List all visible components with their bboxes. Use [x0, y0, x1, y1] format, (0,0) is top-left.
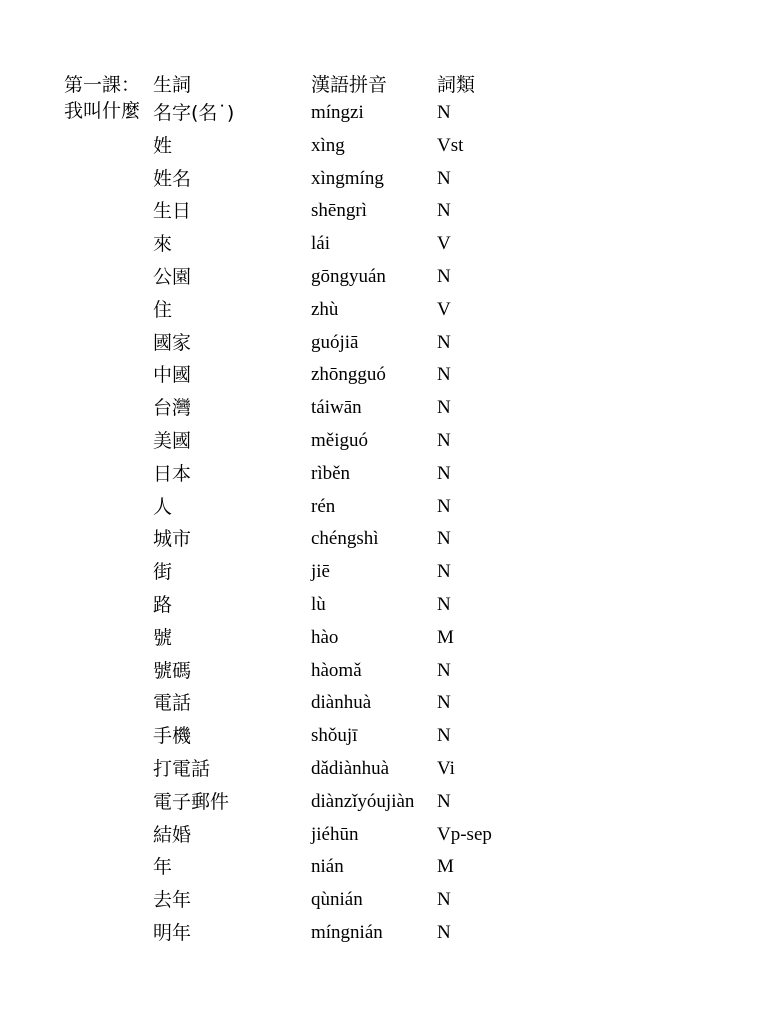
vocab-word: 電話: [153, 692, 192, 715]
vocab-word: 路: [153, 593, 173, 616]
vocab-part-of-speech: N: [437, 528, 451, 550]
vocab-part-of-speech: N: [437, 397, 451, 419]
vocab-pinyin: qùnián: [311, 889, 363, 911]
vocab-row: [0, 295, 768, 328]
vocab-pinyin: diànzǐyóujiàn: [311, 790, 415, 812]
vocab-part-of-speech: V: [437, 233, 451, 255]
vocab-word: 城市: [153, 528, 192, 551]
vocab-row: [0, 196, 768, 229]
vocab-pinyin: hào: [311, 626, 339, 648]
vocab-part-of-speech: N: [437, 200, 451, 222]
vocab-part-of-speech: Vi: [437, 757, 455, 779]
header-word: 生詞: [153, 74, 192, 96]
vocab-pinyin: míngnián: [311, 921, 383, 943]
vocab-part-of-speech: N: [437, 265, 451, 287]
vocab-word: 年: [153, 856, 173, 879]
vocab-pinyin: lù: [311, 593, 326, 615]
vocab-word: 手機: [153, 725, 192, 748]
vocab-word: 打電話: [153, 757, 211, 780]
vocab-part-of-speech: M: [437, 626, 454, 648]
vocab-pinyin: xìngmíng: [311, 167, 384, 189]
vocab-word: 名字(名˙): [153, 102, 235, 124]
vocab-row: [0, 623, 768, 656]
vocab-pinyin: diànhuà: [311, 692, 372, 714]
vocab-row: [0, 918, 768, 951]
vocab-word: 中國: [153, 364, 192, 387]
vocab-row: [0, 721, 768, 754]
vocab-row: [0, 262, 768, 295]
vocab-part-of-speech: N: [437, 921, 451, 943]
vocabulary-list: [0, 98, 768, 951]
vocab-word: 美國: [153, 429, 192, 452]
header-part-of-speech: 詞類: [437, 74, 476, 96]
header-pinyin: 漢語拼音: [311, 74, 388, 96]
vocab-word: 去年: [153, 889, 192, 912]
vocab-pinyin: jiéhūn: [311, 823, 359, 845]
vocab-row: [0, 557, 768, 590]
vocab-part-of-speech: V: [437, 298, 451, 320]
vocab-row: [0, 820, 768, 853]
vocab-part-of-speech: N: [437, 331, 451, 353]
vocab-word: 明年: [153, 921, 192, 944]
vocab-row: [0, 656, 768, 689]
vocab-word: 日本: [153, 462, 192, 485]
vocab-pinyin: chéngshì: [311, 528, 379, 550]
vocab-pinyin: shēngrì: [311, 200, 367, 222]
vocab-pinyin: gōngyuán: [311, 265, 386, 287]
vocab-pinyin: hàomǎ: [311, 659, 362, 681]
vocab-word: 街: [153, 561, 173, 584]
vocab-word: 來: [153, 233, 173, 256]
vocab-part-of-speech: M: [437, 856, 454, 878]
vocab-row: [0, 360, 768, 393]
vocab-word: 電子郵件: [153, 790, 230, 813]
vocab-part-of-speech: N: [437, 429, 451, 451]
vocab-part-of-speech: Vp-sep: [437, 823, 492, 845]
vocab-part-of-speech: N: [437, 593, 451, 615]
vocab-row: [0, 393, 768, 426]
vocab-row: [0, 328, 768, 361]
vocab-row: [0, 885, 768, 918]
vocab-part-of-speech: Vst: [437, 134, 464, 156]
vocab-row: [0, 590, 768, 623]
vocab-row: [0, 787, 768, 820]
vocab-row: [0, 459, 768, 492]
vocab-part-of-speech: N: [437, 692, 451, 714]
vocab-row: [0, 492, 768, 525]
vocab-pinyin: jiē: [311, 561, 330, 583]
vocab-pinyin: zhù: [311, 298, 339, 320]
vocab-word: 公園: [153, 265, 192, 288]
vocab-row: [0, 754, 768, 787]
vocab-pinyin: lái: [311, 233, 330, 255]
vocab-word: 姓: [153, 134, 173, 157]
vocab-pinyin: rén: [311, 495, 336, 517]
vocab-word: 人: [153, 495, 173, 518]
vocab-word: 號碼: [153, 659, 192, 682]
vocab-pinyin: zhōngguó: [311, 364, 386, 386]
vocab-word: 號: [153, 626, 173, 649]
vocab-part-of-speech: N: [437, 790, 451, 812]
vocab-pinyin: guójiā: [311, 331, 359, 353]
vocab-row: [0, 426, 768, 459]
vocab-row: [0, 98, 768, 131]
vocab-part-of-speech: N: [437, 889, 451, 911]
vocab-part-of-speech: N: [437, 659, 451, 681]
vocab-part-of-speech: N: [437, 725, 451, 747]
vocab-row: [0, 524, 768, 557]
vocab-word: 國家: [153, 331, 192, 354]
vocab-part-of-speech: N: [437, 102, 451, 123]
vocab-word: 住: [153, 298, 173, 321]
vocab-word: 生日: [153, 200, 192, 223]
table-header: [0, 72, 768, 98]
vocab-row: [0, 229, 768, 262]
vocab-part-of-speech: N: [437, 364, 451, 386]
vocab-pinyin: nián: [311, 856, 344, 878]
vocab-part-of-speech: N: [437, 167, 451, 189]
vocab-part-of-speech: N: [437, 561, 451, 583]
vocab-pinyin: xìng: [311, 134, 345, 156]
vocab-part-of-speech: N: [437, 462, 451, 484]
vocab-word: 結婚: [153, 823, 192, 846]
vocab-row: [0, 164, 768, 197]
vocab-pinyin: táiwān: [311, 397, 362, 419]
vocab-word: 台灣: [153, 397, 192, 420]
vocab-row: [0, 688, 768, 721]
vocab-row: [0, 131, 768, 164]
vocab-pinyin: rìběn: [311, 462, 351, 484]
vocab-pinyin: míngzi: [311, 102, 364, 123]
vocab-pinyin: shǒujī: [311, 725, 358, 747]
vocab-word: 姓名: [153, 167, 192, 190]
vocab-part-of-speech: N: [437, 495, 451, 517]
vocab-row: [0, 852, 768, 885]
vocab-pinyin: dǎdiànhuà: [311, 757, 390, 779]
section-label: 第一課：我叫什麼: [64, 74, 141, 122]
vocab-pinyin: měiguó: [311, 429, 368, 451]
